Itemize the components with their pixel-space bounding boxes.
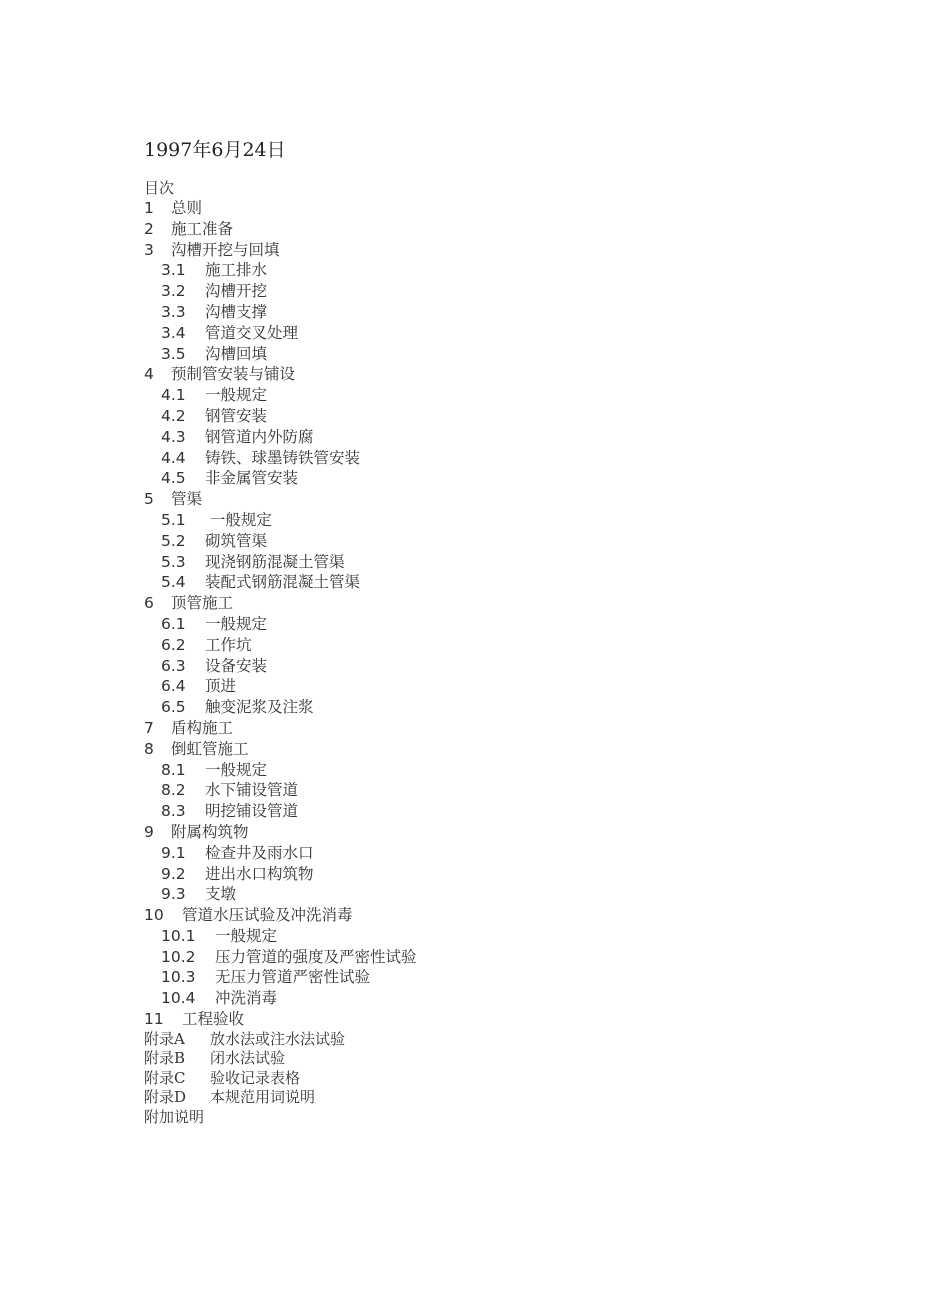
toc-entry-number: 5.4	[161, 573, 186, 592]
toc-entry	[144, 967, 417, 988]
appendix-title: 本规范用词说明	[210, 1088, 316, 1107]
toc-entry	[144, 510, 417, 531]
toc-entry	[144, 406, 417, 427]
toc-entry-number: 10.2	[161, 947, 196, 966]
toc-entry-number: 6.5	[161, 698, 186, 717]
toc-entry-number: 8.2	[161, 781, 186, 800]
table-of-contents	[144, 198, 417, 1030]
toc-entry-number: 4.3	[161, 427, 186, 446]
appendix-entry	[144, 1030, 345, 1049]
toc-entry	[144, 302, 417, 323]
appendix-title: 放水法或注水法试验	[210, 1030, 346, 1048]
toc-entry-title: 顶进	[205, 677, 237, 696]
toc-entry-title: 非金属管安装	[205, 469, 299, 488]
toc-entry-title: 沟槽开挖与回填	[171, 240, 280, 259]
toc-entry-title: 预制管安装与铺设	[171, 365, 296, 384]
toc-entry-title: 冲洗消毒	[215, 989, 278, 1008]
toc-entry-number: 1	[144, 199, 154, 217]
appendix-entry	[144, 1069, 345, 1088]
toc-entry-title: 水下铺设管道	[205, 781, 299, 800]
toc-entry-title: 一般规定	[215, 926, 278, 945]
appendix-label: 附录C	[144, 1068, 186, 1087]
toc-entry	[144, 739, 417, 760]
document-date: 1997年6月24日	[144, 139, 286, 161]
toc-entry-title: 施工准备	[171, 219, 234, 238]
toc-entry	[144, 1009, 417, 1030]
appendix-entry	[144, 1049, 345, 1068]
toc-entry	[144, 988, 417, 1009]
toc-entry-title: 一般规定	[205, 614, 268, 633]
toc-entry-number: 6.4	[161, 677, 186, 696]
toc-entry	[144, 905, 417, 926]
toc-entry-title: 总则	[171, 199, 203, 217]
toc-entry-number: 9.1	[161, 843, 186, 862]
toc-entry-title: 一般规定	[205, 760, 268, 779]
toc-entry-number: 3.1	[161, 261, 186, 280]
toc-entry-title: 明挖铺设管道	[205, 802, 299, 821]
toc-entry-title: 施工排水	[205, 261, 268, 280]
toc-entry	[144, 448, 417, 469]
toc-entry	[144, 635, 417, 656]
toc-entry	[144, 531, 417, 552]
toc-entry-number: 5	[144, 490, 154, 509]
toc-entry-number: 2	[144, 219, 154, 238]
toc-entry	[144, 697, 417, 718]
toc-entry	[144, 468, 417, 489]
toc-entry	[144, 884, 417, 905]
toc-entry-title: 顶管施工	[171, 594, 234, 613]
toc-entry-title: 现浇钢筋混凝土管渠	[205, 552, 345, 571]
toc-entry	[144, 260, 417, 281]
toc-entry	[144, 240, 417, 261]
toc-entry-title: 钢管安装	[205, 406, 268, 425]
toc-entry-number: 4	[144, 365, 154, 384]
toc-entry-number: 8	[144, 739, 154, 758]
toc-entry-title: 进出水口构筑物	[205, 864, 314, 883]
toc-entry-title: 支墩	[205, 885, 237, 904]
toc-entry-number: 6.1	[161, 614, 186, 633]
toc-entry-number: 4.2	[161, 406, 186, 425]
toc-entry-title: 工程验收	[182, 1010, 245, 1029]
toc-entry-title: 触变泥浆及注浆	[205, 698, 314, 717]
toc-entry-title: 盾构施工	[171, 718, 234, 737]
appendix-entry	[144, 1088, 345, 1107]
toc-entry	[144, 385, 417, 406]
toc-entry-title: 装配式钢筋混凝土管渠	[205, 573, 361, 592]
toc-entry-number: 4.5	[161, 469, 186, 488]
toc-entry-number: 6	[144, 594, 154, 613]
toc-entry	[144, 676, 417, 697]
toc-entry	[144, 926, 417, 947]
toc-entry-title: 铸铁、球墨铸铁管安装	[205, 448, 361, 467]
toc-entry	[144, 864, 417, 885]
toc-entry	[144, 593, 417, 614]
appendix-title: 闭水法试验	[210, 1049, 286, 1068]
toc-entry-number: 5.2	[161, 531, 186, 550]
toc-entry-title: 沟槽开挖	[205, 282, 268, 301]
toc-entry-title: 管道交叉处理	[205, 323, 299, 342]
toc-entry-number: 9.3	[161, 885, 186, 904]
toc-entry-number: 10.4	[161, 989, 196, 1008]
toc-entry	[144, 801, 417, 822]
toc-entry-number: 4.4	[161, 448, 186, 467]
toc-entry-number: 11	[144, 1010, 164, 1029]
toc-entry-title: 倒虹管施工	[171, 739, 249, 758]
toc-entry-number: 8.1	[161, 760, 186, 779]
toc-entry-number: 6.3	[161, 656, 186, 675]
toc-entry	[144, 843, 417, 864]
toc-entry	[144, 427, 417, 448]
toc-entry-title: 设备安装	[205, 656, 268, 675]
toc-entry-number: 9	[144, 822, 154, 841]
toc-entry	[144, 614, 417, 635]
toc-entry-title: 沟槽回填	[205, 344, 268, 363]
appendix-entry	[144, 1108, 345, 1127]
toc-entry-number: 10.3	[161, 968, 196, 987]
appendix-title: 验收记录表格	[210, 1068, 301, 1087]
toc-entry-number: 5.1	[161, 510, 186, 529]
toc-entry-title: 一般规定	[205, 510, 272, 529]
toc-entry-number: 10	[144, 906, 164, 925]
toc-entry-title: 附属构筑物	[171, 822, 249, 841]
toc-entry-number: 9.2	[161, 864, 186, 883]
toc-entry-title: 压力管道的强度及严密性试验	[215, 947, 417, 966]
toc-entry-title: 工作坑	[205, 635, 252, 654]
toc-entry	[144, 198, 417, 219]
toc-title: 目次	[144, 179, 175, 197]
toc-entry-number: 5.3	[161, 552, 186, 571]
toc-entry	[144, 822, 417, 843]
toc-entry-number: 8.3	[161, 802, 186, 821]
toc-entry-number: 6.2	[161, 635, 186, 654]
toc-entry-number: 3.2	[161, 282, 186, 301]
toc-entry	[144, 323, 417, 344]
toc-entry-title: 无压力管道严密性试验	[215, 968, 371, 987]
toc-entry	[144, 718, 417, 739]
toc-entry-title: 沟槽支撑	[205, 302, 268, 321]
toc-entry-number: 7	[144, 718, 154, 737]
appendix-label: 附录A	[144, 1030, 185, 1048]
toc-entry	[144, 489, 417, 510]
toc-entry-number: 3	[144, 240, 154, 259]
toc-entry-title: 管渠	[171, 490, 203, 509]
appendix-label: 附录B	[144, 1049, 186, 1068]
toc-entry	[144, 552, 417, 573]
toc-entry	[144, 760, 417, 781]
toc-entry	[144, 780, 417, 801]
toc-entry	[144, 656, 417, 677]
appendix-list	[144, 1030, 345, 1127]
toc-entry-number: 10.1	[161, 926, 196, 945]
appendix-label: 附录D	[144, 1088, 187, 1107]
toc-entry	[144, 344, 417, 365]
toc-entry-number: 3.4	[161, 323, 186, 342]
toc-entry-title: 砌筑管渠	[205, 531, 268, 550]
toc-entry-title: 检查井及雨水口	[205, 843, 314, 862]
toc-entry-title: 一般规定	[205, 386, 268, 405]
toc-entry-title: 钢管道内外防腐	[205, 427, 314, 446]
toc-entry	[144, 572, 417, 593]
toc-entry	[144, 281, 417, 302]
toc-entry	[144, 219, 417, 240]
appendix-label: 附加说明	[144, 1107, 205, 1126]
toc-entry-number: 4.1	[161, 386, 186, 405]
toc-entry-number: 3.5	[161, 344, 186, 363]
toc-entry-number: 3.3	[161, 302, 186, 321]
toc-entry	[144, 364, 417, 385]
toc-entry	[144, 947, 417, 968]
toc-entry-title: 管道水压试验及冲洗消毒	[182, 906, 353, 925]
